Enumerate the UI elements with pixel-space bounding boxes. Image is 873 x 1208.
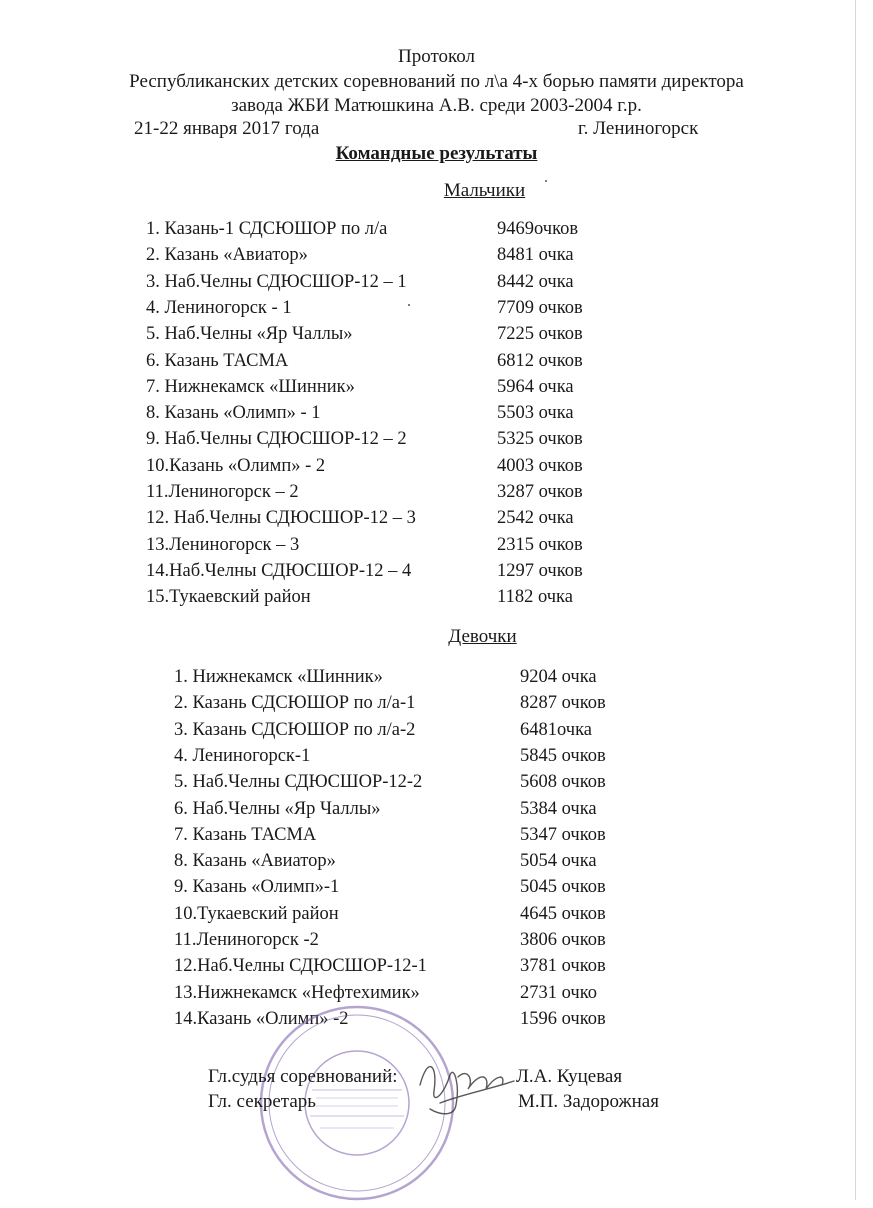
result-row [146,324,666,350]
result-row [174,877,694,903]
team-name: 12. Наб.Челны СДЮСШОР-12 – 3 [146,508,416,529]
team-name: 7. Казань ТАСМА [174,824,317,845]
team-name: 15.Тукаевский район [146,587,311,608]
result-row [174,956,694,982]
team-name: 3. Казань СДСЮШОР по л/а-2 [174,719,416,740]
chief-judge-label: Гл.судья соревнований: [208,1066,398,1087]
team-score: 3287 очков [497,482,583,502]
team-score: 1596 очков [520,1008,606,1029]
team-name: 4. Лениногорск - 1 [146,297,292,318]
team-name: 8. Казань «Олимп» - 1 [146,403,321,424]
result-row [146,508,666,534]
team-name: 3. Наб.Челны СДЮСШОР-12 – 1 [146,271,407,292]
result-row [146,456,666,482]
team-name: 8. Казань «Авиатор» [174,851,336,872]
team-score: 5845 очков [520,745,606,766]
team-score: 8287 очков [520,693,606,714]
girls-heading: Девочки [448,626,517,647]
result-row [146,429,666,455]
team-score: 3806 очков [520,930,606,950]
team-name: 14.Наб.Челны СДЮСШОР-12 – 4 [146,560,412,581]
team-score: 7709 очков [497,297,583,318]
result-row [174,851,694,877]
team-score: 5054 очка [520,851,597,872]
result-row [146,272,666,298]
result-row [174,904,694,930]
result-row [174,667,694,693]
result-row [174,930,694,956]
doc-heading-line2: завода ЖБИ Матюшкина А.В. среди 2003-2004 г.р. [231,95,642,116]
team-score: 5045 очков [520,877,606,898]
team-score: 2731 очко [520,982,597,1003]
team-score: 2542 очка [497,508,574,529]
chief-secretary-label: Гл. секретарь [208,1091,316,1112]
team-score: 1297 очков [497,560,583,581]
doc-heading-line1: Республиканских детских соревнований по л\а 4-х борью памяти директора [129,71,744,92]
event-place: г. Лениногорск [578,118,699,139]
result-row [146,403,666,429]
result-row [174,746,694,772]
team-score: 2315 очков [497,534,583,555]
team-score: 5325 очков [497,429,583,450]
result-row [146,587,666,613]
team-name: 1. Казань-1 СДСЮШОР по л/а [146,219,388,239]
event-date: 21-22 января 2017 года [134,118,320,139]
team-score: 1182 очка [497,587,573,608]
team-score: 5608 очков [520,772,606,793]
team-name: 6. Казань ТАСМА [146,350,289,371]
result-row [174,799,694,825]
team-name: 10.Казань «Олимп» - 2 [146,455,326,476]
team-name: 14.Казань «Олимп» -2 [174,1008,349,1029]
result-row [174,825,694,851]
boys-heading: Мальчики [443,180,526,201]
result-row [146,245,666,271]
result-row [146,561,666,587]
team-score: 6481очка [520,719,592,740]
section-subtitle: Командные результаты [335,143,538,164]
team-name: 7. Нижнекамск «Шинник» [146,376,355,397]
result-row [146,535,666,561]
doc-title: Протокол [397,46,476,67]
result-row [146,219,666,245]
team-name: 13.Нижнекамск «Нефтехимик» [174,982,420,1003]
team-name: 5. Наб.Челны «Яр Чаллы» [146,324,353,345]
team-name: 1. Нижнекамск «Шинник» [174,667,383,687]
team-score: 4645 очков [520,903,606,924]
team-name: 12.Наб.Челны СДЮСШОР-12-1 [174,956,427,977]
result-row [174,772,694,798]
team-score: 5384 очка [520,798,597,819]
team-name: 13.Лениногорск – 3 [146,534,300,555]
team-name: 5. Наб.Челны СДЮСШОР-12-2 [174,772,423,793]
result-row [174,693,694,719]
team-score: 4003 очков [497,455,583,476]
team-name: 11.Лениногорск -2 [174,930,319,950]
team-name: 6. Наб.Челны «Яр Чаллы» [174,798,381,819]
team-score: 5964 очка [497,376,574,397]
team-name: 11.Лениногорск – 2 [146,482,299,502]
team-score: 6812 очков [497,350,583,371]
result-row [146,377,666,403]
team-name: 2. Казань СДСЮШОР по л/а-1 [174,693,416,714]
result-row [146,298,666,324]
team-name: 9. Казань «Олимп»-1 [174,877,340,898]
team-score: 5347 очков [520,824,606,845]
result-row [146,351,666,377]
team-score: 5503 очка [497,403,574,424]
team-score: 9204 очка [520,667,597,687]
team-score: 3781 очков [520,956,606,977]
chief-judge-name: Л.А. Куцевая [516,1066,623,1087]
team-score: 9469очков [497,219,579,239]
team-score: 8481 очка [497,245,574,266]
team-score: 7225 очков [497,324,583,345]
result-row [146,482,666,508]
team-name: 10.Тукаевский район [174,903,339,924]
result-row [174,720,694,746]
team-name: 2. Казань «Авиатор» [146,245,308,266]
team-name: 4. Лениногорск-1 [174,745,311,766]
chief-secretary-name: М.П. Задорожная [518,1091,659,1112]
handwritten-signature [410,1045,520,1125]
team-score: 8442 очка [497,271,574,292]
team-name: 9. Наб.Челны СДЮСШОР-12 – 2 [146,429,407,450]
